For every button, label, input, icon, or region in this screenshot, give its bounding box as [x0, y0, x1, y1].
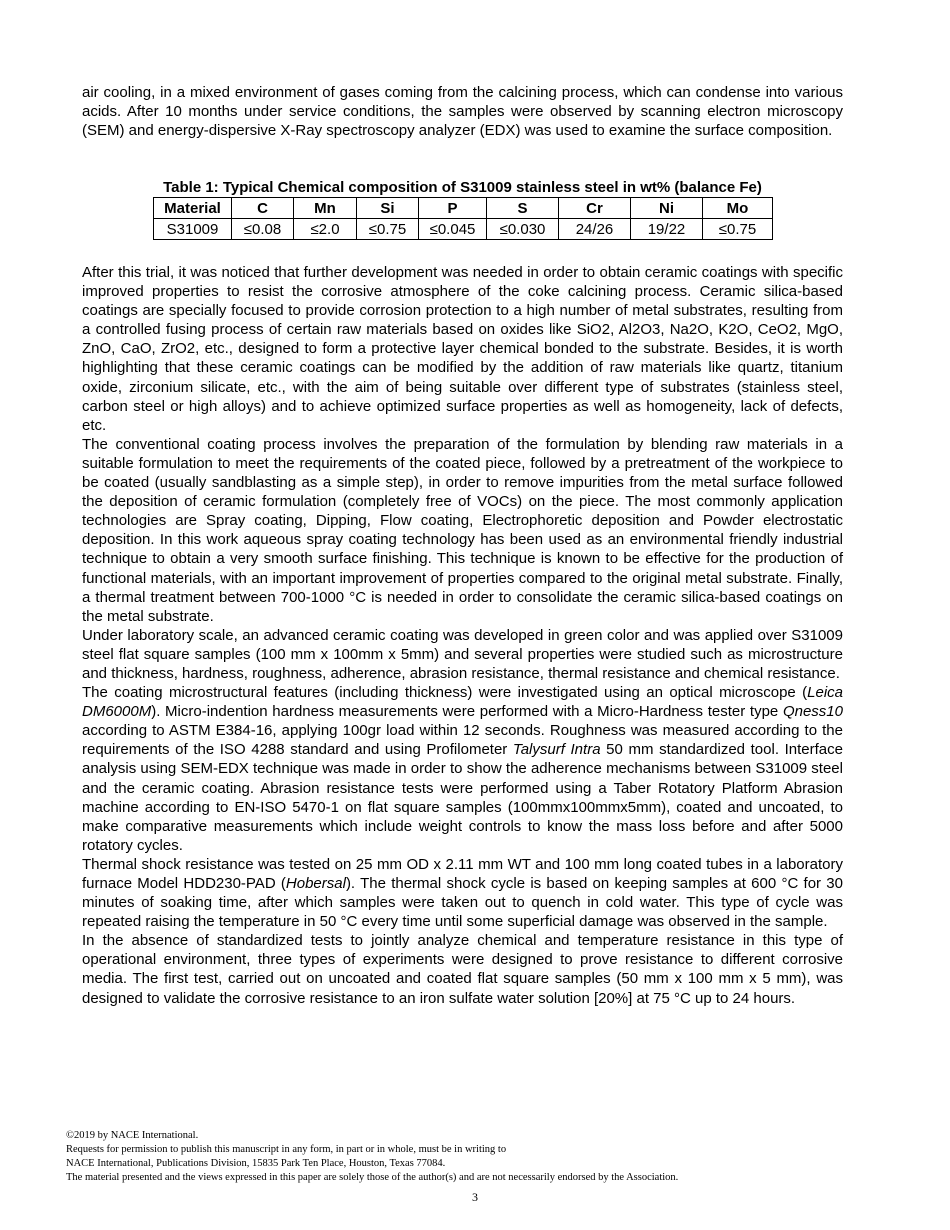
page-number: 3: [472, 1190, 478, 1204]
header-si: Si: [357, 198, 419, 219]
header-mo: Mo: [703, 198, 773, 219]
paragraph-ceramic-coatings: After this trial, it was noticed that further development was needed in order to obtain ceramic coatings with specific improved properties to resist the corrosive atmosphere of the coke calcining process. Ceramic silica-based coatings are specially focused to provide corrosion protection to a high number of metal substrates, resulting from a controlled fusing process of certain raw materials based on oxides like SiO2, Al2O3, Na2O, K2O, CeO2, MgO, ZnO, CaO, ZrO2, etc., designed to form a protective layer chemical bonded to the substrate. Besides, it is worth highlighting that these ceramic coatings can be modified by the addition of raw materials like quartz, titanium oxide, zirconium silicate, etc., with the aim of being suitable over different type of substrates (stainless steel, carbon steel or high alloys) and to achieve optimized surface properties as well as homogeneity, lack of defects, etc.: [82, 264, 843, 434]
header-material: Material: [154, 198, 232, 219]
header-cr: Cr: [559, 198, 631, 219]
cell-cr: 24/26: [559, 219, 631, 240]
header-c: C: [232, 198, 294, 219]
table-row: [154, 219, 773, 240]
table-caption: Table 1: Typical Chemical composition of S31009 stainless steel in wt% (balance Fe): [163, 179, 762, 196]
cell-ni: 19/22: [631, 219, 703, 240]
page-footer: [66, 1129, 886, 1185]
paragraph-laboratory-scale: Under laboratory scale, an advanced ceramic coating was developed in green color and was applied over S31009 steel flat square samples (100 mm x 100mm x 5mm) and several properties were studied such as microstructure and thickness, hardness, roughness, adherence, abrasion resistance, thermal resistance and chemical resistance.: [82, 626, 843, 682]
cell-p: ≤0.045: [419, 219, 487, 240]
cell-mo: ≤0.75: [703, 219, 773, 240]
header-ni: Ni: [631, 198, 703, 219]
cell-mn: ≤2.0: [294, 219, 357, 240]
instrument-name: Leica DM6000M: [82, 684, 843, 721]
footer-disclaimer: The material presented and the views expressed in this paper are solely those of the author(s) and are not necessarily endorsed by the Association.: [66, 1172, 679, 1183]
paragraph-microstructure: The coating microstructural features (including thickness) were investigated using an optical microscope (Leica DM6000M). Micro-indention hardness measurements were performed with a Micro-Hardness tester type Qness10 according to ASTM E384-16, applying 100gr load within 12 seconds. Roughness was measured according to the requirements of the ISO 4288 standard and using Profilometer Talysurf Intra 50 mm standardized tool. Interface analysis using SEM-EDX technique was made in order to show the adherence mechanisms between S31009 steel and the ceramic coating. Abrasion resistance tests were performed using a Taber Rotatory Platform Abrasion machine according to EN-ISO 5470-1 on flat square samples (100mmx100mmx5mm), coated and uncoated, to make comparative measurements which include weight controls to know the mass loss before and after 5000 rotatory cycles.: [82, 684, 843, 854]
paragraph-coating-process: The conventional coating process involves the preparation of the formulation by blending raw materials in a suitable formulation to meet the requirements of the coated piece, followed by a pretreatment of the workpiece to be coated (usually sandblasting as a simple step), in order to remove impurities from the metal surface followed the deposition of ceramic formulation (completely free of VOCs) on the piece. The most commonly application technologies are Spray coating, Dipping, Flow coating, Electrophoretic deposition and Powder electrostatic deposition. In this work aqueous spray coating technology has been used as an environmental friendly industrial technique to obtain a very smooth surface finishing. This technique is known to be effective for the production of functional materials, with an important improvement of properties compared to the original metal substrate. Finally, a thermal treatment between 700-1000 °C is needed in order to consolidate the ceramic silica-based coatings on the metal substrate.: [82, 435, 843, 625]
footer-copyright: ©2019 by NACE International.: [66, 1130, 199, 1141]
cell-si: ≤0.75: [357, 219, 419, 240]
intro-paragraph: air cooling, in a mixed environment of gases coming from the calcining process, which can condense into various acids. After 10 months under service conditions, the samples were observed by scanning electron microscopy (SEM) and energy-dispersive X-Ray spectroscopy analyzer (EDX) was used to examine the surface composition.: [82, 84, 843, 140]
cell-c: ≤0.08: [232, 219, 294, 240]
paragraph-chemical-resistance: In the absence of standardized tests to jointly analyze chemical and temperature resistance in this type of operational environment, three types of experiments were designed to prove resistance to different corrosive media. The first test, carried out on uncoated and coated flat square samples (50 mm x 100 mm x 5 mm), was designed to validate the corrosive resistance to an iron sulfate water solution [20%] at 75 °C up to 24 hours.: [82, 932, 843, 1007]
footer-permission: Requests for permission to publish this manuscript in any form, in part or in whole, must be in writing to: [66, 1144, 507, 1155]
cell-material: S31009: [154, 219, 232, 240]
paragraph-thermal-shock: Thermal shock resistance was tested on 25 mm OD x 2.11 mm WT and 100 mm long coated tubes in a laboratory furnace Model HDD230-PAD (Hobersal). The thermal shock cycle is based on keeping samples at 600 °C for 30 minutes of soaking time, after which samples were taken out to quench in cold water. This type of cycle was repeated raising the temperature in 50 °C every time until some superficial damage was observed in the sample.: [82, 855, 843, 931]
header-mn: Mn: [294, 198, 357, 219]
manufacturer-name: Hobersal: [285, 875, 346, 892]
header-p: P: [419, 198, 487, 219]
footer-address: NACE International, Publications Division, 15835 Park Ten Place, Houston, Texas 77084.: [66, 1158, 446, 1169]
header-s: S: [487, 198, 559, 219]
instrument-name: Qness10: [782, 703, 843, 721]
composition-table: [153, 197, 773, 240]
cell-s: ≤0.030: [487, 219, 559, 240]
main-body: [82, 263, 843, 1008]
instrument-name: Talysurf Intra: [512, 741, 601, 759]
table-header-row: [154, 198, 773, 219]
